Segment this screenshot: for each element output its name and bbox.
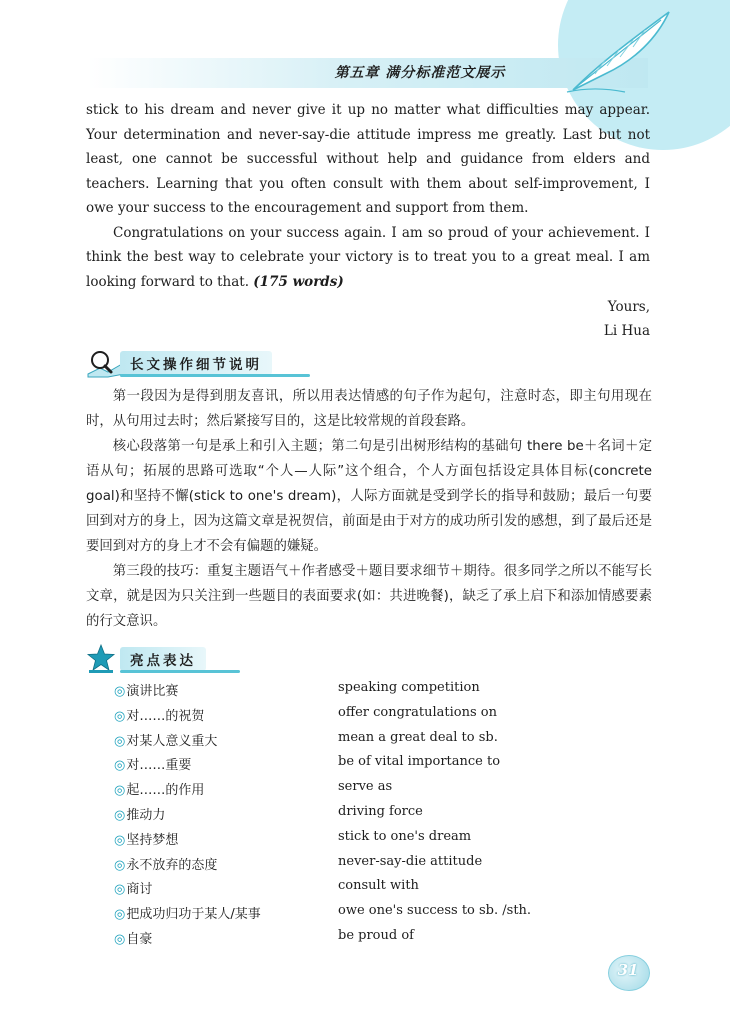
- details-paragraph-1: 第一段因为是得到朋友喜讯，所以用表达情感的句子作为起句，注意时态，即主句用现在时，从句用过去时；然后紧接写目的，这是比较常规的首段套路。: [86, 389, 652, 429]
- phrase-row: [114, 754, 614, 779]
- phrase-english: be of vital importance to: [338, 754, 501, 770]
- phrase-english: serve as: [338, 779, 393, 795]
- phrase-english: mean a great deal to sb.: [338, 729, 498, 745]
- phrase-list: [114, 680, 614, 953]
- bullet-icon: ◎: [114, 807, 126, 823]
- section-title-highlights: 亮点表达: [120, 647, 206, 671]
- word-count: (175 words): [253, 273, 344, 290]
- signature: Li Hua: [603, 323, 650, 339]
- phrase-chinese: ◎对……的祝贺: [114, 708, 205, 724]
- phrase-row: [114, 829, 614, 854]
- phrase-row: [114, 730, 614, 755]
- phrase-english: driving force: [338, 803, 423, 819]
- phrase-chinese: ◎自豪: [114, 931, 153, 947]
- essay-paragraph-2: Congratulations on your success again. I am so proud of your achievement. I think the best way to celebrate your victory is to treat you to a great meal. I am looking forward to that. (175 words): [86, 224, 650, 290]
- phrase-row: [114, 854, 614, 879]
- bullet-icon: ◎: [114, 684, 126, 699]
- section-heading-highlights: [86, 644, 246, 674]
- bullet-icon: ◎: [114, 708, 126, 724]
- section-underline: [120, 374, 310, 377]
- phrase-row: [114, 680, 614, 705]
- phrase-english: owe one's success to sb. /sth.: [338, 903, 532, 919]
- bullet-icon: ◎: [114, 832, 126, 848]
- section-underline: [120, 670, 240, 673]
- section-title-details: 长文操作细节说明: [120, 351, 272, 375]
- feather-icon: [565, 8, 675, 94]
- phrase-row: [114, 903, 614, 928]
- phrase-chinese: ◎商讨: [114, 882, 153, 898]
- phrase-english: speaking competition: [338, 680, 480, 695]
- bullet-icon: ◎: [114, 882, 126, 898]
- phrase-row: [114, 705, 614, 730]
- phrase-chinese: ◎对某人意义重大: [114, 733, 218, 749]
- phrase-chinese: ◎起……的作用: [114, 783, 205, 799]
- phrase-chinese: ◎推动力: [114, 807, 166, 823]
- phrase-english: stick to one's dream: [338, 828, 472, 844]
- bullet-icon: ◎: [114, 733, 126, 749]
- phrase-chinese: ◎坚持梦想: [114, 832, 179, 848]
- phrase-chinese: ◎把成功归功于某人/某事: [114, 907, 261, 923]
- bullet-icon: ◎: [114, 758, 126, 774]
- phrase-row: [114, 779, 614, 804]
- page-number: 31: [617, 961, 639, 979]
- essay-closing: [604, 295, 650, 343]
- phrase-chinese: ◎永不放弃的态度: [114, 857, 218, 873]
- phrase-row: [114, 878, 614, 903]
- essay-body: [86, 98, 650, 294]
- phrase-english: offer congratulations on: [338, 704, 497, 720]
- phrase-english: be proud of: [338, 927, 414, 943]
- phrase-row: [114, 928, 614, 953]
- bullet-icon: ◎: [114, 857, 126, 873]
- bullet-icon: ◎: [114, 783, 126, 799]
- bullet-icon: ◎: [114, 931, 126, 947]
- star-icon: [86, 644, 116, 674]
- chapter-title: 第五章 满分标准范文展示: [334, 65, 506, 81]
- details-body: [86, 384, 652, 634]
- phrase-row: [114, 804, 614, 829]
- phrase-chinese: ◎演讲比赛: [114, 684, 179, 699]
- phrase-english: never-say-die attitude: [338, 853, 483, 869]
- page-number-badge: [608, 953, 650, 993]
- section-heading-details: [86, 348, 316, 378]
- essay-paragraph-1: stick to his dream and never give it up no matter what difficulties may appear. Your determination and never-say-die attitude impress me greatly. Last but not least, one cannot be successful without help and guidance from elders and teachers. Learning that you often consult with them about self-improvement, I owe your success to the encouragement and support from them.: [86, 102, 650, 216]
- phrase-english: consult with: [338, 878, 419, 894]
- bullet-icon: ◎: [114, 907, 126, 923]
- details-paragraph-2: 核心段落第一句是承上和引入主题；第二句是引出树形结构的基础句 there be＋名词＋定语从句；拓展的思路可选取“个人—人际”这个组合，个人方面包括设定具体目标(concrete goal)和坚持不懈(stick to one's dream)，人际方面就是受到学长的指导和鼓励；最后一句要回到对方的身上，因为这篇文章是祝贺信，前面是由于对方的成功所引发的感想，到了最后还是要回到对方的身上才不会有偏题的嫌疑。: [86, 439, 652, 554]
- phrase-chinese: ◎对……重要: [114, 758, 192, 774]
- closing-line: Yours,: [607, 299, 650, 315]
- details-paragraph-3: 第三段的技巧：重复主题语气＋作者感受＋题目要求细节＋期待。很多同学之所以不能写长文章，就是因为只关注到一些题目的表面要求(如：共进晚餐)，缺乏了承上启下和添加情感要素的行文意识。: [86, 564, 652, 629]
